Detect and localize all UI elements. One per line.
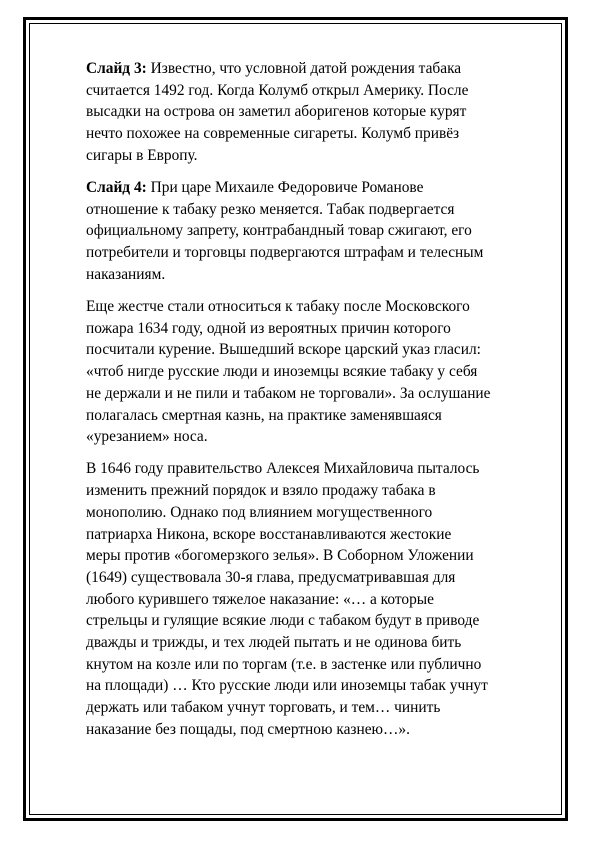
paragraph-moscow-fire [86,296,556,448]
text-line: наказание без пощады, под смертною казнею…». [86,720,410,738]
text-line: монополию. Однако под влиянием могущественного [86,503,433,521]
text-line: любого курившего тяжелое наказание: «… а которые [86,590,434,608]
text-line: официальному запрету, контрабандный товар сжигают, его [86,222,472,240]
text-line: полагалась смертная казнь, на практике заменявшаяся [86,406,442,424]
text-line: сигары в Европу. [86,146,198,164]
text-line: держать или табаком учнут торговать, и тем… чинить [86,699,441,717]
paragraph-1646 [86,458,556,740]
text-line: (1649) существовала 30-я глава, предусматривавшая для [86,568,456,586]
slide-3-label: Слайд 3: [86,60,147,77]
text-line: считается 1492 год. Когда Колумб открыл Америку. После [86,81,469,99]
text-line: меры против «богомерзкого зелья». В Соборном Уложении [86,547,474,565]
text-line: стрельцы и гулящие всякие люди с табаком будут в приводе [86,612,480,630]
text-line: нечто похожее на современные сигареты. Колумб привёз [86,125,460,143]
text-line: высадки на острова он заметил аборигенов которые курят [86,103,467,121]
text-line: посчитали курение. Вышедший вскоре царский указ гласил: [86,341,481,359]
text-line: потребители и торговцы подвергаются штрафам и телесным [86,244,484,262]
text-line: кнутом на козле или по торгам (т.е. в застенке или публично [86,655,482,673]
text-line: «чтоб нигде русские люди и иноземцы всякие табаку у себя [86,363,478,381]
document-body [86,58,556,751]
text-line: Известно, что условной датой рождения табака [146,60,462,77]
text-line: изменить прежний порядок и взяло продажу табака в [86,482,436,500]
text-line: «урезанием» носа. [86,428,208,446]
paragraph-slide-3 [86,58,556,167]
text-line: пожара 1634 году, одной из вероятных причин которого [86,319,451,337]
text-line: отношение к табаку резко меняется. Табак подвергается [86,200,455,218]
text-line: патриарха Никона, вскоре восстанавливаются жестокие [86,525,452,543]
text-line: наказаниям. [86,265,166,283]
paragraph-slide-4 [86,177,556,286]
text-line: Еще жестче стали относиться к табаку после Московского [86,298,470,316]
text-line: В 1646 году правительство Алексея Михайловича пыталось [86,460,480,478]
text-line: дважды и трижды, и тех людей пытать и не одинова бить [86,634,462,652]
text-line: не держали и не пили и табаком не торговали». За ослушание [86,384,491,402]
slide-4-label: Слайд 4: [86,179,147,197]
text-line: на площади) … Кто русские люди или иноземцы табак учнут [86,677,488,695]
text-line: При царе Михаиле Федоровиче Романове [146,179,424,197]
